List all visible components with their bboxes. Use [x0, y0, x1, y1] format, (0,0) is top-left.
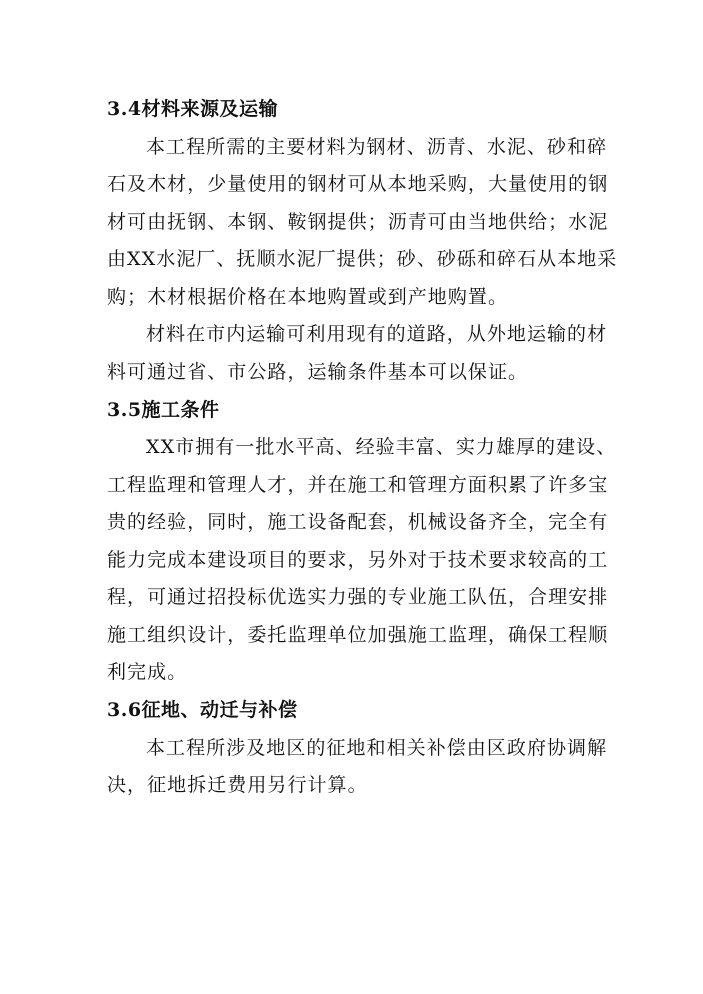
paragraph-line: 材可由抚钢、本钢、鞍钢提供；沥青可由当地供给；水泥 [107, 211, 609, 233]
paragraph-line: 工程监理和管理人才，并在施工和管理方面积累了许多宝 [107, 474, 609, 496]
paragraph-line: 石及木材，少量使用的钢材可从本地采购，大量使用的钢 [107, 173, 609, 195]
paragraph-line: 施工组织设计，委托监理单位加强施工监理，确保工程顺 [107, 624, 609, 646]
paragraph-line: XX市拥有一批水平高、经验丰富、实力雄厚的建设、 [146, 436, 617, 458]
paragraph-line: 决，征地拆迁费用另行计算。 [107, 774, 368, 796]
paragraph-line: 本工程所需的主要材料为钢材、沥青、水泥、砂和碎 [146, 136, 608, 158]
paragraph-line: 贵的经验，同时，施工设备配套，机械设备齐全，完全有 [107, 511, 609, 533]
paragraph-line: 本工程所涉及地区的征地和相关补偿由区政府协调解 [146, 737, 608, 759]
paragraph-line: 材料在市内运输可利用现有的道路，从外地运输的材 [146, 323, 608, 345]
section-heading-3-5: 3.5施工条件 [107, 399, 220, 421]
paragraph-line: 购；木材根据价格在本地购置或到产地购置。 [107, 286, 509, 308]
paragraph-line: 料可通过省、市公路，运输条件基本可以保证。 [107, 361, 529, 383]
section-heading-3-4: 3.4材料来源及运输 [107, 98, 279, 120]
paragraph-line: 由XX水泥厂、抚顺水泥厂提供；砂、砂砾和碎石从本地采 [107, 248, 618, 270]
section-heading-3-6: 3.6征地、动迁与补偿 [107, 699, 298, 721]
paragraph-line: 利完成。 [107, 661, 188, 683]
paragraph-line: 能力完成本建设项目的要求，另外对于技术要求较高的工 [107, 549, 609, 571]
paragraph-line: 程，可通过招投标优选实力强的专业施工队伍，合理安排 [107, 586, 609, 608]
